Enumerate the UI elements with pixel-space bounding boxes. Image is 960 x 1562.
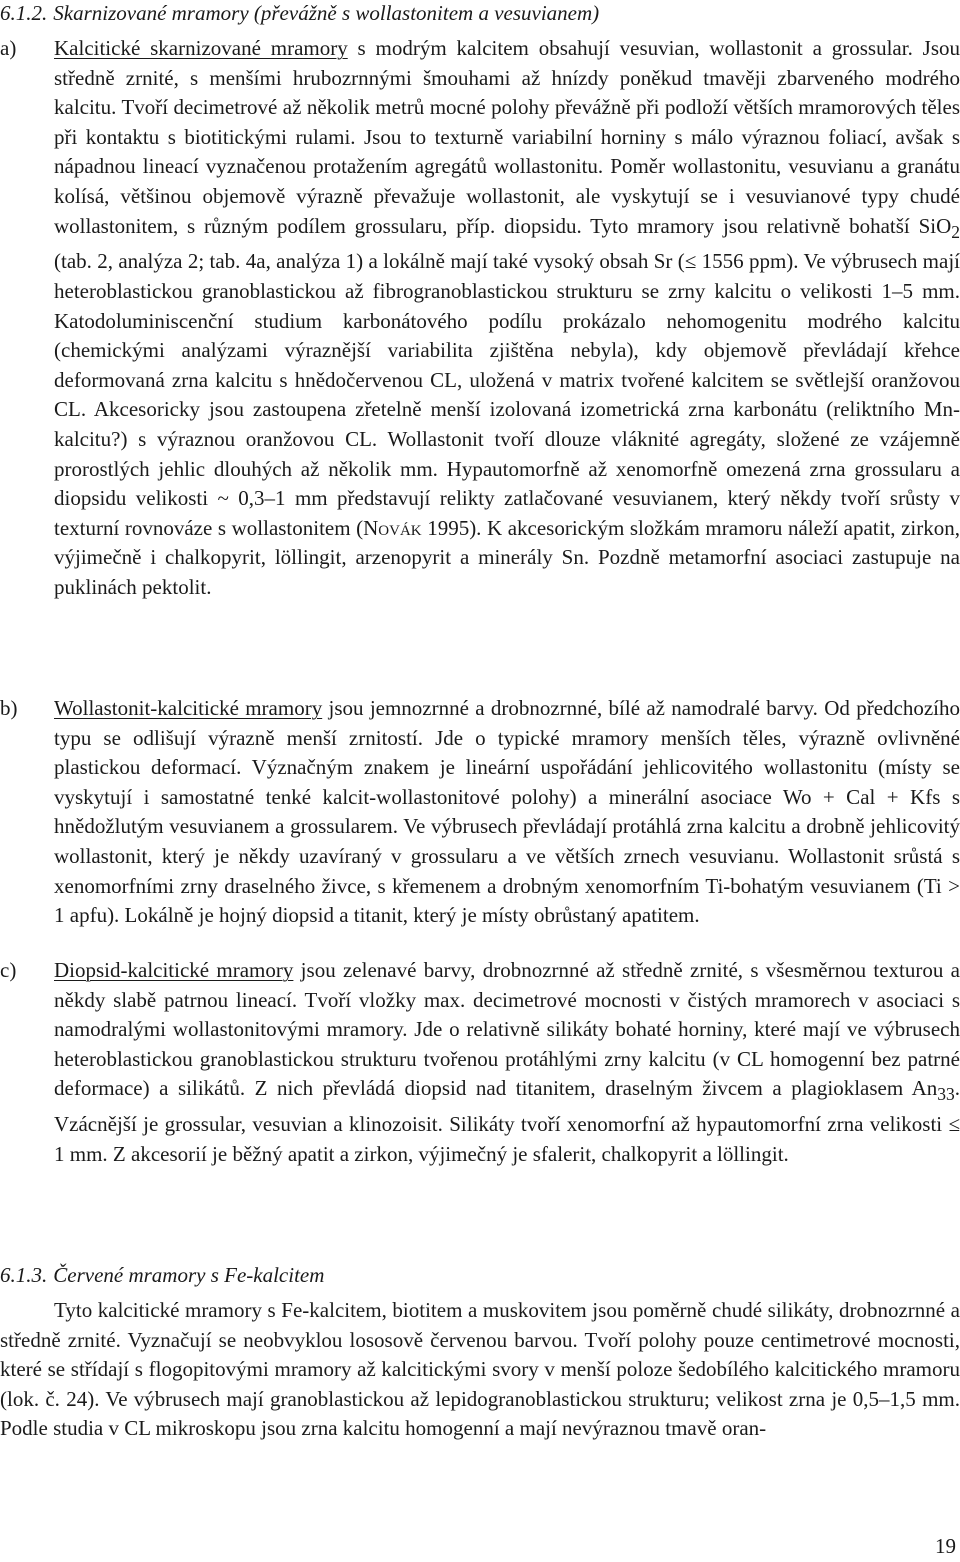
- list-marker: c): [0, 958, 17, 982]
- section-title: Skarnizované mramory (převážně s wollastonitem a vesuvianem): [53, 1, 600, 25]
- body-text: . Vzácnější je grossular, vesuvian a klinozoisit. Silikáty tvoří xenomorfní až hypautomorfní zrna velikosti ≤ 1 mm. Z akcesorií je běžný apatit a zirkon, výjimečný je sfalerit, chalkopyrit a löllingit.: [54, 1076, 960, 1166]
- list-item-c: [0, 956, 960, 1169]
- body-text: 1995). K akcesorickým složkám mramoru náleží apatit, zirkon, výjimečně i chalkopyrit, löllingit, arzenopyrit a minerály Sn. Pozdně metamorfní asociaci zastupuje na puklinách pektolit.: [54, 515, 960, 599]
- term-underlined: Kalcitické skarnizované mramory: [54, 36, 348, 60]
- body-text: Tyto kalcitické mramory s Fe-kalcitem, biotitem a muskovitem jsou poměrně chudé silikáty, drobnozrnné a středně zrnité. Vyznačují se neobvyklou lososově červenou barvou. Tvoří polohy pouze centimetrové mocnosti, které se střídají s flogopitovými mramory až kalcitickými svory v menší poloze šedobílého kalcitického mramoru (lok. č. 24). Ve výbrusech mají granoblastickou až lepidogranoblastickou strukturu; velikost zrna je 0,5–1,5 mm. Podle studia v CL mikroskopu jsou zrna kalcitu homogenní a mají nevýraznou tmavě oran-: [0, 1298, 960, 1441]
- list-item-a: [0, 34, 960, 602]
- section-heading-6-1-2: [0, 0, 599, 26]
- section-title: Červené mramory s Fe-kalcitem: [53, 1263, 325, 1287]
- list-item-body: [54, 34, 960, 602]
- list-item-body: [54, 956, 960, 1169]
- paragraph-6-1-3: [0, 1296, 960, 1444]
- body-text: s modrým kalcitem obsahují vesuvian, wollastonit a grossular. Jsou středně zrnité, s menšími hrubozrnnými šmouhami až hnízdy poněkud tmavěji zbarveného modrého kalcitu. Tvoří decimetrové až několik metrů mocné polohy převážně při podloží větších mramorových těles při kontaktu s biotitickými rulami. Jsou to texturně variabilní horniny s málo výraznou foliací, avšak s nápadnou lineací vyznačenou protažením agregátů wollastonitu. Poměr wollastonitu, vesuvianu a granátu kolísá, většinou objemově výrazně převažuje wollastonit, ale vyskytují se i vesuvianové typy chudé wollastonitem, s různým podílem grossularu, příp. diopsidu. Tyto mramory jsou relativně bohatší SiO: [54, 36, 960, 238]
- body-text: (tab. 2, analýza 2; tab. 4a, analýza 1) a lokálně mají také vysoký obsah Sr (≤ 1556 ppm). Ve výbrusech mají heteroblastickou granoblastickou až fibrogranoblastickou strukturu se zrny kalcitu o velikosti 1–5 mm. Katodoluminiscenční studium karbonátového podílu prokázalo nehomogenitu modrého kalcitu (chemickými analýzami výraznější variabilita zjištěna nebyla), kdy objemově převládají křehce deformovaná zrna kalcitu s hnědočervenou CL, uložená v matrix tvořené kalcitem se světlejší oranžovou CL. Akcesoricky jsou zastoupena zřetelně menší izolovaná izometrická zrna karbonátu (reliktního Mn-kalcitu?) s výraznou oranžovou CL. Wollastonit tvoří dlouze vláknité agregáty, složené ze vzájemně prorostlých jehlic dlouhých až několik mm. Hypautomorfně až xenomorfně omezená zrna grossularu a diopsidu velikosti ~ 0,3–1 mm představují relikty zatlačované vesuvianem, který někdy tvoří srůsty v texturní rovnováze s wollastonitem (: [54, 249, 960, 540]
- page-number: 19: [935, 1534, 956, 1558]
- list-item-b: [0, 694, 960, 931]
- body-text: jsou jemnozrnné a drobnozrnné, bílé až namodralé barvy. Od předchozího typu se odlišují výrazně menší zrnitostí. Jde o typické mramory menších těles, výrazně ovlivněné plastickou deformací. Význačným znakem je lineární uspořádání jehlicovitého wollastonitu (místy se vyskytují i samostatné tenké kalcit-wollastonitové polohy) a minerální asociace Wo + Cal + Kfs s hnědožlutým vesuvianem a grossularem. Ve výbrusech převládají protáhlá zrna kalcitu a drobně jehlicovitý wollastonit, který je někdy uzavíraný v grossularu a ve větších zrnech vesuvianu. Wollastonit srůstá s xenomorfními zrny draselného živce, s křemenem a drobným xenomorfním Ti-bohatým vesuvianem (Ti > 1 apfu). Lokálně je hojný diopsid a titanit, který je místy obrůstaný apatitem.: [54, 696, 960, 928]
- section-number: 6.1.3.: [0, 1263, 48, 1287]
- section-heading-6-1-3: [0, 1262, 324, 1288]
- list-item-body: [54, 694, 960, 931]
- list-marker: a): [0, 36, 17, 60]
- author-name: Novák: [363, 515, 422, 540]
- section-number: 6.1.2.: [0, 1, 48, 25]
- list-marker: b): [0, 696, 18, 720]
- body-text: jsou zelenavé barvy, drobnozrnné až středně zrnité, s všesměrnou texturou a někdy slabě patrnou lineací. Tvoří vložky max. decimetrové mocnosti v čistých mramorech v asociaci s namodralými wollastonitovými mramory. Jde o relativně silikáty bohaté horniny, které mají ve výbrusech heteroblastickou granoblastickou strukturu tvořenou protáhlými zrny kalcitu (v CL homogenní bez patrné deformace) a silikátů. Z nich převládá diopsid nad titanitem, draselným živcem a plagioklasem An: [54, 958, 960, 1101]
- subscript: 2: [951, 221, 960, 242]
- term-underlined: Wollastonit-kalcitické mramory: [54, 696, 323, 720]
- term-underlined: Diopsid-kalcitické mramory: [54, 958, 294, 982]
- subscript: 33: [937, 1084, 955, 1105]
